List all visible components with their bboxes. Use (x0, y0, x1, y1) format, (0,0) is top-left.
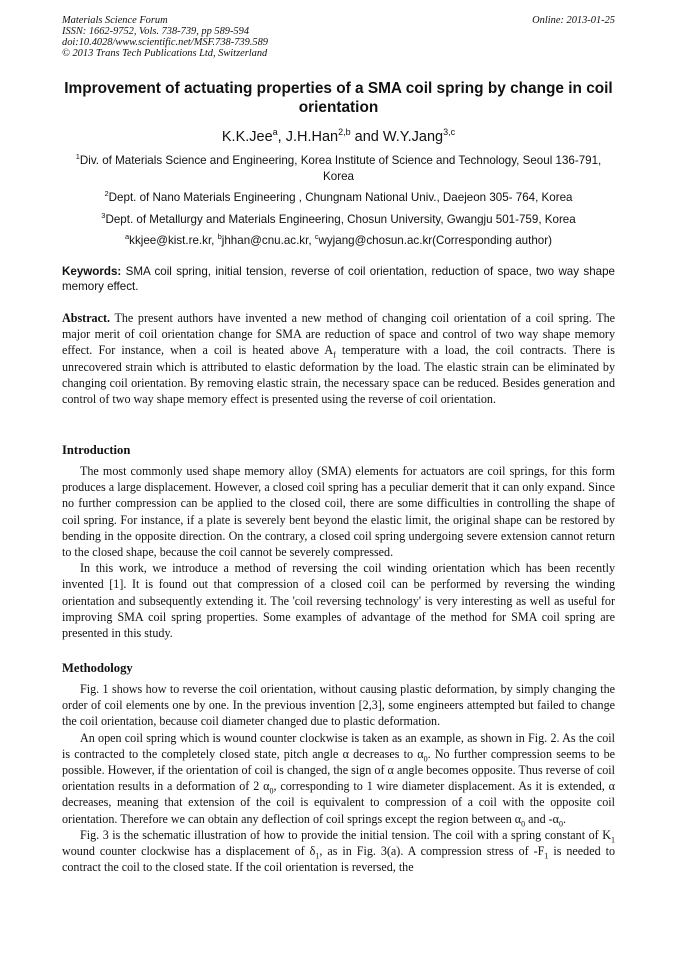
paragraph-text: An open coil spring which is wound counter clockwise is taken as an example, as shown in Fig. 2. As the coil is contracted to the completely closed state, pitch angle α decreases to α (62, 730, 615, 761)
issn-line: ISSN: 1662-9752, Vols. 738-739, pp 589-594 (62, 26, 250, 37)
abstract-section (62, 310, 615, 407)
copyright-line: © 2013 Trans Tech Publications Ltd, Switzerland (62, 48, 268, 59)
methodology-heading: Methodology (62, 661, 133, 675)
email-address: wyjang@chosun.ac.kr(Corresponding author) (318, 233, 552, 247)
affiliation-number: 1 (75, 152, 80, 161)
email-mark: a (125, 232, 130, 241)
email-address: jhhan@cnu.ac.kr, (221, 233, 315, 247)
subscript: 0 (269, 786, 274, 796)
email-mark: c (314, 232, 319, 241)
online-date: Online: 2013-01-25 (532, 15, 615, 26)
email-line (62, 229, 615, 249)
paragraph-text: and -α (525, 811, 559, 826)
abstract-text: temperature with a load, the coil contracts. There is unrecovered strain which is attributed to elastic deformation by the load. The elastic strain can be eliminated by changing coil orientation. By removing elastic strain, the necessary space can be reduced. Besides generation and control of two way shape memory effect is presented using the reverse of coil orientation. (62, 343, 615, 407)
keywords-text: SMA coil spring, initial tension, reverse of coil orientation, reduction of space, two way shape memory effect. (62, 265, 615, 293)
abstract-label: Abstract. (62, 311, 111, 325)
subscript: 0 (423, 754, 428, 764)
keywords-label: Keywords: (62, 265, 122, 278)
paragraph-text: , corresponding to 1 wire diameter displacement. As it is extended, α decreases, meaning that extension of the coil is equivalent to compression of a coil with the opposite coil orientation. Therefore we can obtain any deflection of coil springs except the region between α (62, 779, 615, 826)
methodology-paragraph (62, 827, 615, 876)
author-name: J.H.Han (285, 128, 339, 145)
subscript: 1 (315, 851, 320, 861)
paragraph-text: , as in Fig. 3(a). A compression stress of -F (319, 844, 545, 859)
author-name: W.Y.Jang (382, 128, 444, 145)
subscript: 1 (544, 851, 549, 861)
affiliation-text: Div. of Materials Science and Engineering, Korea Institute of Science and Technology, Seoul 136-791, Korea (79, 153, 602, 183)
subscript: 0 (559, 819, 563, 829)
paper-title: Improvement of actuating properties of a SMA coil spring by change in coil orientation (64, 80, 613, 116)
affiliation-3 (62, 208, 615, 228)
affiliation-2 (62, 186, 615, 206)
affiliation-number: 2 (104, 189, 109, 198)
affiliation-text: Dept. of Nano Materials Engineering , Chungnam National Univ., Daejeon 305- 764, Korea (108, 190, 573, 204)
paragraph-text: wound counter clockwise has a displacement of δ (62, 844, 316, 859)
introduction-paragraph: The most commonly used shape memory alloy (SMA) elements for actuators are coil springs, for this form produces a large displacement. However, a closed coil spring has a peculiar demerit that it can only expand. Since no further compression can be applied to the closed coil, there are some difficulties in controlling the shape of coil spring. For instance, if a plate is severely bent beyond the elastic limit, the original shape can be restored by bending in the opposite direction. On the contrary, a closed coil spring undergoing severe extension cannot return to the closed shape, because the coil cannot be severely compressed. (62, 464, 615, 560)
paragraph-text: . No further compression seems to be possible. However, if the orientation of coil is changed, the sign of α angle becomes opposite. Thus reverse of coil orientation results in a deformation of 2 α (62, 746, 616, 794)
keywords-section (62, 264, 615, 294)
subscript: f (333, 350, 336, 360)
methodology-body (62, 681, 615, 875)
abstract-text: The present authors have invented a new method of changing coil orientation of a coil spring. The major merit of coil orientation change for SMA are reduction of space and control of two way shape memory effect. For instance, when a coil is heated above A (62, 311, 615, 358)
introduction-heading: Introduction (62, 443, 131, 457)
methodology-paragraph: Fig. 1 shows how to reverse the coil orientation, without causing plastic deformation, by simply changing the order of coil elements one by one. In the previous invention [2,3], some engineers attempted but failed to change the coil orientation, because coil diameter changed due to plastic deformation. (62, 682, 615, 729)
introduction-paragraph: In this work, we introduce a method of reversing the coil winding orientation which has been recently invented [1]. It is found out that compression of a closed coil can be performed by reversing the winding orientation and subsequently extending it. The 'coil reversing technology' is very interesting as well as useful for improving SMA coil spring properties. Some examples of advantage of the method for SMA coil spring are presented in this study. (62, 561, 615, 641)
paragraph-text: Fig. 3 is the schematic illustration of how to provide the initial tension. The coil with a spring constant of K (80, 827, 611, 842)
author-affil-mark: 3,c (443, 127, 456, 137)
introduction-body (62, 463, 615, 641)
affiliation-text: Dept. of Metallurgy and Materials Engineering, Chosun University, Gwangju 501-759, Korea (105, 212, 576, 226)
email-mark: b (217, 232, 222, 241)
affiliation-number: 3 (101, 211, 106, 220)
email-address: kkjee@kist.re.kr, (129, 233, 218, 247)
author-affil-mark: 2,b (338, 127, 351, 137)
subscript: 0 (521, 819, 526, 829)
author-affil-mark: a (272, 127, 278, 137)
author-separator: , (277, 128, 286, 145)
methodology-paragraph (62, 730, 615, 827)
paragraph-text: is needed to contract the coil to the closed state. If the coil orientation is reversed, the (62, 844, 615, 875)
journal-name: Materials Science Forum (62, 15, 168, 26)
author-list (62, 123, 615, 146)
author-separator: and (350, 128, 383, 145)
paragraph-text: . (563, 811, 567, 826)
affiliation-1 (62, 149, 615, 185)
journal-header (62, 15, 615, 59)
subscript: 1 (611, 835, 615, 845)
doi-line: doi:10.4028/www.scientific.net/MSF.738-739.589 (62, 37, 268, 48)
author-name: K.K.Jee (221, 128, 273, 145)
